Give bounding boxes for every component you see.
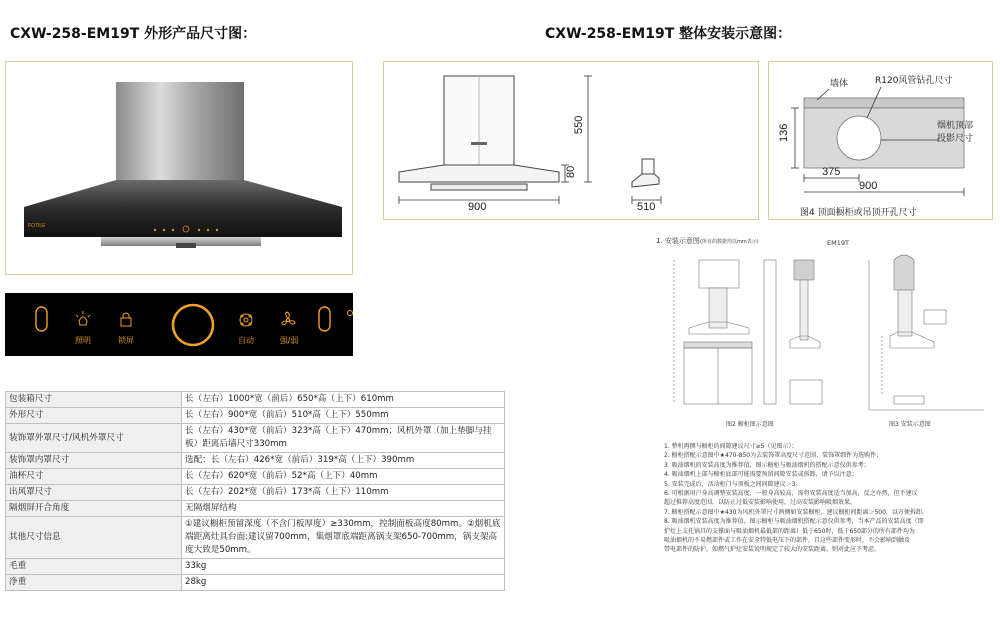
left-slot-icon	[36, 307, 47, 331]
top-projection-label-2: 投影尺寸	[937, 134, 974, 144]
spec-value: 28kg	[182, 575, 505, 591]
spec-row	[6, 424, 505, 453]
spec-row	[6, 517, 505, 559]
spec-key: 其他尺寸信息	[6, 517, 182, 559]
wall-label: 墙体	[830, 79, 849, 89]
chimney-cover	[116, 82, 244, 180]
install-note: 5. 安装完成后，活动柜门与顶板之间间隙建议＞3。	[664, 480, 802, 488]
spec-value: 长（左右）1000*宽（前后）650*高（上下）610mm	[182, 392, 505, 408]
hole-label: R120风管钻孔尺寸	[875, 76, 953, 86]
brand-logo: FOTILE	[28, 223, 46, 229]
spec-value: 长（左右）620*宽（前后）52*高（上下）40mm	[182, 469, 505, 485]
spec-key: 装饰罩外罩尺寸/风机外罩尺寸	[6, 424, 182, 453]
top-projection-label-1: 烟机顶部	[937, 121, 974, 131]
install-notes	[664, 442, 928, 555]
duct-hole	[837, 116, 881, 160]
cabinet-diagram	[674, 260, 822, 404]
fig2-caption: 图2 橱柜图示意图	[726, 421, 774, 428]
dimension-drawing-panel	[383, 61, 759, 220]
side-depth-dim: 510	[637, 201, 656, 213]
front-width-dim: 900	[468, 201, 487, 213]
product-photo-panel	[5, 61, 353, 275]
right-slot-icon	[319, 307, 330, 331]
install-model: EM19T	[827, 239, 849, 247]
front-view	[399, 76, 559, 190]
spec-row	[6, 559, 505, 575]
spec-row	[6, 575, 505, 591]
side-view	[632, 159, 659, 187]
spec-key: 装饰罩内罩尺寸	[6, 453, 182, 469]
spec-row	[6, 485, 505, 501]
installation-sheet	[654, 230, 994, 618]
dim-136: 136	[778, 123, 790, 142]
spec-row	[6, 392, 505, 408]
spec-table	[5, 391, 505, 591]
range-hood-illustration	[6, 62, 352, 274]
spec-key: 油杯尺寸	[6, 469, 182, 485]
install-note: 3. 吸油烟机的安装高度为推荐值，图示橱柜与吸油烟机的搭配示意仅供参考；	[664, 461, 870, 469]
spec-row	[6, 453, 505, 469]
wall-strip	[804, 98, 964, 108]
fan-icon	[282, 312, 295, 325]
ceiling-caption: 图4 顶面橱柜或吊顶开孔尺寸	[800, 208, 917, 218]
auto-label: 自动	[238, 336, 254, 345]
product-dimensions-heading: CXW-258-EM19T 外形产品尺寸图：	[10, 26, 257, 42]
install-note: 8. 吸油烟机安装高度为推荐值，图示橱柜与吸油烟机搭配示意仅供参考，当本产品的安装高度（即	[664, 518, 924, 526]
spec-row	[6, 469, 505, 485]
panel-height-dim: 80	[565, 165, 577, 178]
power-ring-icon	[173, 305, 213, 345]
auto-icon	[240, 314, 252, 326]
install-note: 2. 橱柜搭配示意图中★470-850为去装饰罩高度尺寸范围，装饰罩细件为选购件；	[664, 452, 883, 460]
install-title-note: (所有的数据均以mm表示)	[700, 239, 759, 245]
install-note: 6. 可根据用户身高调整安装高度，一般身高较高，需将安装高度适当加高，反之亦然，但不建议	[664, 490, 918, 498]
lighting-icon	[76, 311, 90, 325]
height-dim: 550	[573, 115, 585, 134]
install-note: 4. 吸油烟机上部与橱柜底部可能需要预留间隙安装或拆卸，请予以注意；	[664, 471, 858, 479]
spec-key: 毛重	[6, 559, 182, 575]
fan-speed-label: 强/弱	[279, 336, 299, 345]
install-note: 超过推荐高度范围，以防止过低安装影响使用，过高安装影响吸烟效果。	[664, 499, 857, 507]
install-note: 炉灶上支托锅具的支撑面与吸油烟机最低部的距离）低于650时，低于650部分的所有部件均为	[664, 527, 915, 535]
install-note: 7. 橱柜搭配示意图中★430为风机外罩尺寸两侧如安装橱柜，建议橱柜间距离＞500，以方便拆卸。	[664, 508, 928, 516]
install-note: 吸油烟机的不易燃部件或工作在安全特低电压下的部件，且这些部件变形时，不会影响到触及	[664, 537, 911, 545]
spec-key: 包装箱尺寸	[6, 392, 182, 408]
install-diagram	[869, 255, 984, 410]
fig3-caption: 图3 安装示意图	[889, 421, 931, 428]
spec-value: ①建议橱柜预留深度（不含门板厚度）≥330mm，控制面板高度80mm。②烟机底端距离灶具台面:建议留700mm，集烟罩底端距离锅支架650-700mm，锅支架高度大致是50mm。	[182, 517, 505, 559]
spec-key: 净重	[6, 575, 182, 591]
spec-value: 长（左右）900*宽（前后）510*高（上下）550mm	[182, 408, 505, 424]
spec-value: 无隔烟屏结构	[182, 501, 505, 517]
spec-value: 长（左右）202*宽（前后）173*高（上下）110mm	[182, 485, 505, 501]
dim-900: 900	[859, 180, 878, 192]
ceiling-hole-panel	[768, 61, 993, 220]
spec-key: 出风罩尺寸	[6, 485, 182, 501]
spec-row	[6, 501, 505, 517]
install-title: 1. 安装示意图	[656, 237, 700, 245]
install-note: 1. 整机再侧与橱柜的间隙建议尺寸≥5（见图示）；	[664, 443, 798, 450]
spec-value: 选配：长（左右）426*宽（前后）319*高（上下）390mm	[182, 453, 505, 469]
spec-key: 外形尺寸	[6, 408, 182, 424]
spec-value: 33kg	[182, 559, 505, 575]
spec-value: 长（左右）430*宽（前后）323*高（上下）470mm；风机外罩（加上垫脚与挂板）距离后墙尺寸330mm	[182, 424, 505, 453]
installation-heading: CXW-258-EM19T 整体安装示意图：	[545, 26, 792, 42]
lock-icon	[121, 313, 131, 326]
control-panel-strip	[5, 293, 353, 356]
dim-375: 375	[822, 166, 841, 178]
spec-row	[6, 408, 505, 424]
lock-label: 锁屏	[118, 336, 134, 345]
install-note: 带电部件的防护。如燃气炉灶安装说明规定了较大的安装距离，则对此应予考虑。	[664, 546, 881, 554]
lighting-label: 照明	[75, 336, 91, 345]
spec-key: 隔烟屏开合角度	[6, 501, 182, 517]
